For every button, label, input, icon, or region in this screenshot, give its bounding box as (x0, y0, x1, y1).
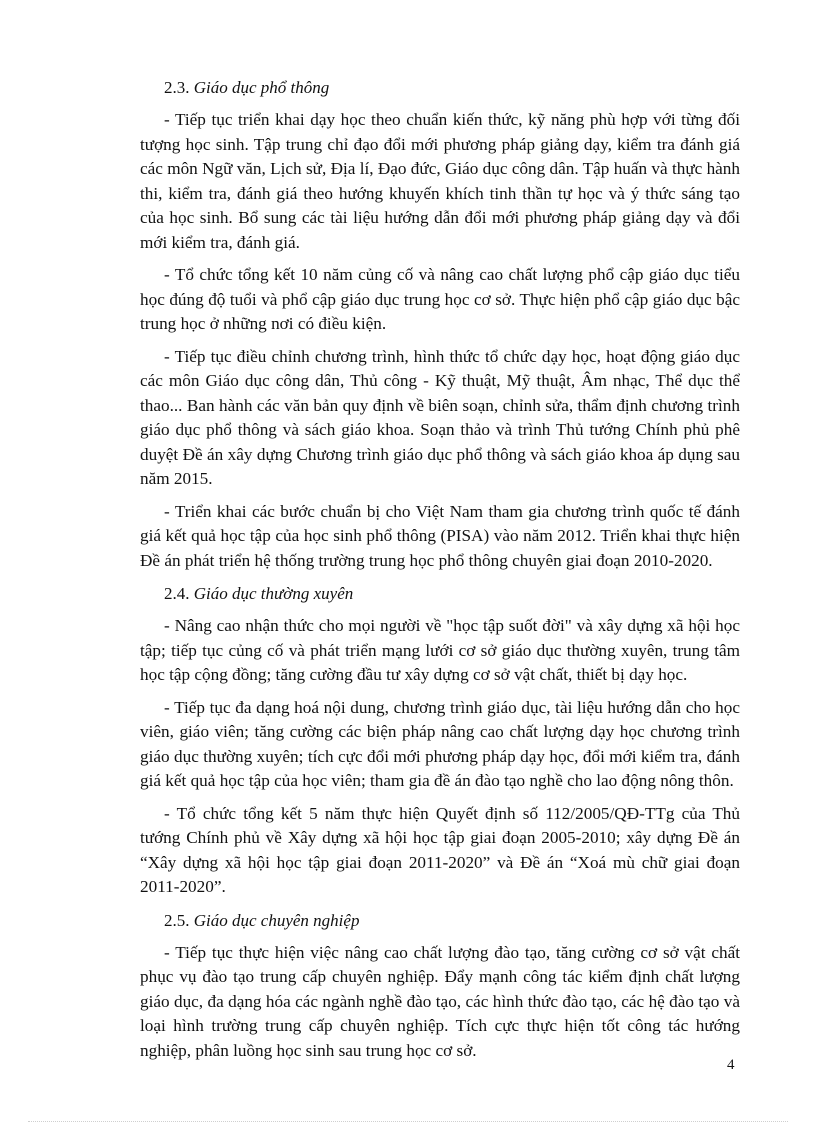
paragraph: - Tiếp tục thực hiện việc nâng cao chất lượng đào tạo, tăng cường cơ sở vật chất phục vụ đào tạo trung cấp chuyên nghiệp. Đẩy mạnh công tác kiểm định chất lượng giáo dục, đa dạng hóa các ngành nghề đào tạo, các hình thức đào tạo, các hệ đào tạo và loại hình trường trung cấp chuyên nghiệp. Tích cực thực hiện tốt công tác hướng nghiệp, phân luồng học sinh sau trung học cơ sở. (140, 942, 740, 1060)
section-title: Giáo dục thường xuyên (193, 584, 354, 603)
section-heading-2-3 (164, 75, 740, 100)
paragraph: - Triển khai các bước chuẩn bị cho Việt Nam tham gia chương trình quốc tế đánh giá kết quả học tập của học sinh phổ thông (PISA) vào năm 2012. Triển khai thực hiện Đề án phát triển hệ thống trường trung học phổ thông chuyên giai đoạn 2010-2020. (140, 501, 740, 570)
section-title: Giáo dục chuyên nghiệp (193, 910, 360, 930)
section-number: 2.5. (164, 910, 190, 930)
paragraph: - Tổ chức tổng kết 10 năm củng cố và nâng cao chất lượng phổ cập giáo dục tiểu học đúng độ tuổi và phổ cập giáo dục trung học cơ sở. Thực hiện phổ cập giáo dục bậc trung học ở những nơi có điều kiện. (140, 265, 740, 333)
page-bottom-divider (28, 1121, 788, 1122)
page-body (140, 75, 740, 1071)
section-number: 2.3. (164, 78, 190, 97)
section-heading-2-5 (164, 908, 740, 933)
paragraph: - Tiếp tục triển khai dạy học theo chuẩn kiến thức, kỹ năng phù hợp với từng đối tượng học sinh. Tập trung chỉ đạo đổi mới phương pháp giảng dạy, kiểm tra đánh giá các môn Ngữ văn, Lịch sử, Địa lí, Đạo đức, Giáo dục công dân. Tập huấn và thực hành thi, kiểm tra, đánh giá theo hướng khuyến khích tinh thần tự học và ý thức sáng tạo của học sinh. Bổ sung các tài liệu hướng dẫn đổi mới phương pháp giảng dạy và đổi mới kiểm tra, đánh giá. (140, 110, 740, 252)
paragraph: - Nâng cao nhận thức cho mọi người về "học tập suốt đời" và xây dựng xã hội học tập; tiếp tục củng cố và phát triển mạng lưới cơ sở giáo dục thường xuyên, trung tâm học tập cộng đồng; tăng cường đầu tư xây dựng cơ sở vật chất, thiết bị dạy học. (140, 616, 740, 684)
section-number: 2.4. (164, 584, 190, 603)
paragraph: - Tiếp tục đa dạng hoá nội dung, chương trình giáo dục, tài liệu hướng dẫn cho học viên, giáo viên; tăng cường các biện pháp nâng cao chất lượng dạy học chương trình giáo dục thường xuyên; tích cực đổi mới phương pháp dạy học, đổi mới kiểm tra, đánh giá kết quả học tập của học viên; tham gia đề án đào tạo nghề cho lao động nông thôn. (140, 697, 740, 790)
paragraph: - Tổ chức tổng kết 5 năm thực hiện Quyết định số 112/2005/QĐ-TTg của Thủ tướng Chính phủ về Xây dựng xã hội học tập giai đoạn 2005-2010; xây dựng Đề án “Xây dựng xã hội học tập giai đoạn 2011-2020” và Đề án “Xoá mù chữ giai đoạn 2011-2020”. (140, 803, 740, 896)
paragraph: - Tiếp tục điều chỉnh chương trình, hình thức tổ chức dạy học, hoạt động giáo dục các môn Giáo dục công dân, Thủ công - Kỹ thuật, Mỹ thuật, Âm nhạc, Thể dục thể thao... Ban hành các văn bản quy định về biên soạn, chỉnh sửa, thẩm định chương trình giáo dục phổ thông và sách giáo khoa. Soạn thảo và trình Thủ tướng Chính phủ phê duyệt Đề án xây dựng Chương trình giáo dục phổ thông và sách giáo khoa áp dụng sau năm 2015. (140, 346, 740, 488)
page-number: 4 (727, 1057, 735, 1073)
section-title: Giáo dục phổ thông (193, 78, 330, 97)
section-heading-2-4 (164, 581, 740, 606)
